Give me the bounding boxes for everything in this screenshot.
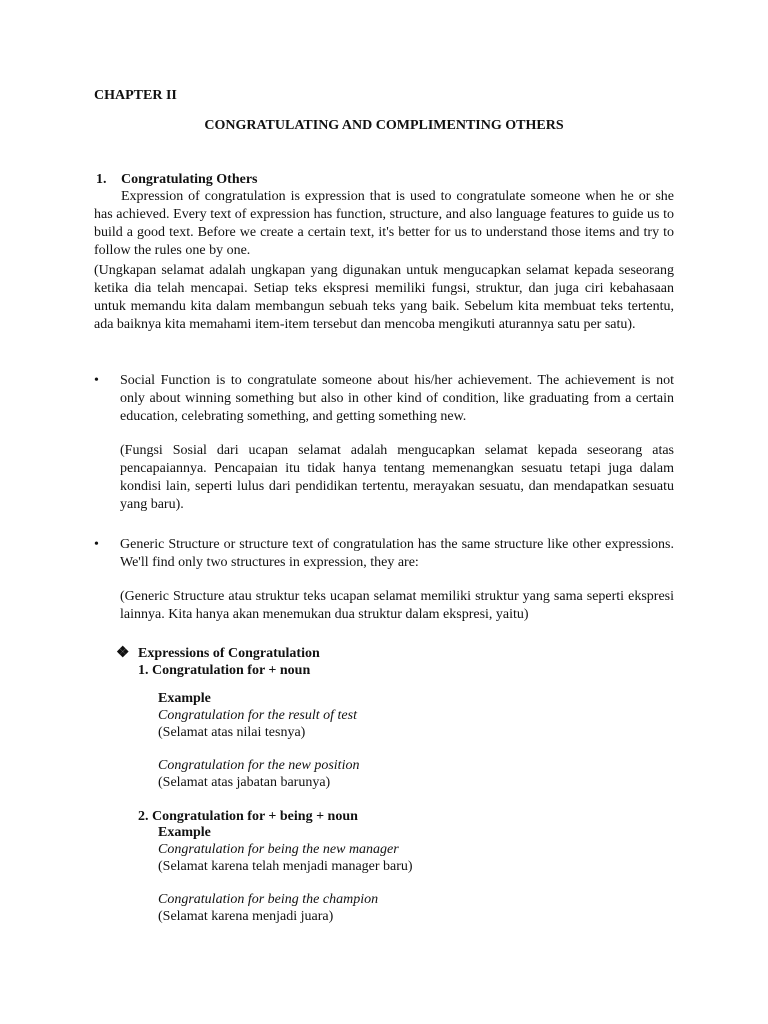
example-1a-english: Congratulation for the result of test — [158, 708, 357, 723]
example-1b-english: Congratulation for the new position — [158, 758, 360, 773]
example-2-label: Example — [158, 825, 211, 840]
bullet-text-english: Social Function is to congratulate someone about his/her achievement. The achievement is not only about winning something but also in other kind of condition, like graduating from a certain education, celebrating something, and getting something new. — [120, 373, 674, 424]
example-2b-indonesian: (Selamat karena menjadi juara) — [158, 909, 334, 924]
example-2a-english: Congratulation for being the new manager — [158, 842, 399, 857]
example-1a-indonesian: (Selamat atas nilai tesnya) — [158, 725, 306, 740]
pattern-2-heading: 2. Congratulation for + being + noun — [138, 809, 358, 824]
expressions-heading-text: Expressions of Congratulation — [138, 646, 320, 661]
expressions-heading — [116, 644, 320, 663]
example-1b-indonesian: (Selamat atas jabatan barunya) — [158, 775, 331, 790]
diamond-bullet-icon: ❖ — [116, 645, 130, 661]
section-heading-text: Congratulating Others — [121, 172, 258, 187]
pattern-1-heading: 1. Congratulation for + noun — [138, 663, 311, 678]
example-2a-indonesian: (Selamat karena telah menjadi manager baru) — [158, 859, 413, 874]
chapter-label: CHAPTER II — [94, 88, 177, 103]
example-2b-english: Congratulation for being the champion — [158, 892, 379, 907]
bullet-icon: • — [94, 373, 99, 388]
intro-paragraph-english: Expression of congratulation is expression that is used to congratulate someone when he or she has achieved. Every text of expression has function, structure, and also language features to guide us to build a good text. Before we create a certain text, it's better for us to understand those items and try to follow the rules one by one. — [94, 189, 674, 258]
bullet-icon: • — [94, 537, 99, 552]
example-1-label: Example — [158, 691, 211, 706]
bullet-text-english: Generic Structure or structure text of congratulation has the same structure like other expressions. We'll find only two structures in expression, they are: — [120, 537, 674, 570]
section-number: 1. — [96, 172, 107, 187]
bullet-text-indonesian: (Generic Structure atau struktur teks ucapan selamat memiliki struktur yang sama seperti ekspresi lainnya. Kita hanya akan menemukan dua struktur dalam ekspresi, yaitu) — [120, 589, 674, 622]
intro-paragraph-indonesian: (Ungkapan selamat adalah ungkapan yang digunakan untuk mengucapkan selamat kepada seseorang ketika dia telah mencapai. Setiap teks ekspresi memiliki fungsi, struktur, dan juga ciri kebahasaan untuk memandu kita dalam membangun sebuah teks yang baik. Sebelum kita membuat teks tertentu, ada baiknya kita memahami item-item tersebut dan mencoba mengikuti aturannya satu per satu). — [94, 263, 674, 332]
chapter-title: CONGRATULATING AND COMPLIMENTING OTHERS — [204, 118, 564, 133]
bullet-text-indonesian: (Fungsi Sosial dari ucapan selamat adalah mengucapkan selamat kepada seseorang atas pencapaiannya. Pencapaian itu tidak hanya tentang memenangkan sesuatu tetapi juga dalam kondisi lain, seperti lulus dari pendidikan tertentu, merayakan sesuatu, dan mendapatkan sesuatu yang baru). — [120, 443, 674, 512]
section-heading — [96, 172, 258, 188]
